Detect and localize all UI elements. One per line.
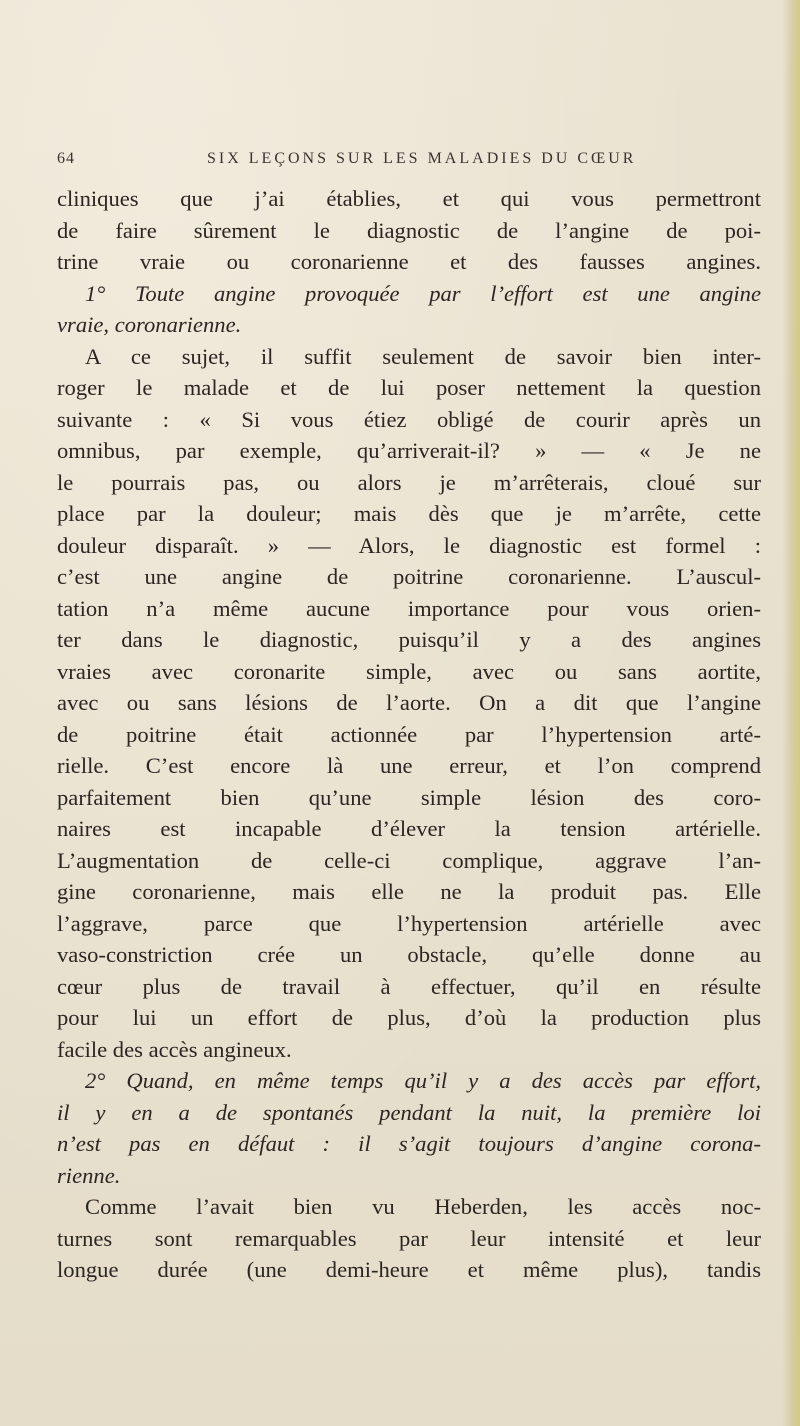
text-line: suivante : « Si vous étiez obligé de courir après un	[57, 406, 761, 432]
text-line: vraie, coronarienne.	[57, 312, 242, 337]
page-number: 64	[57, 150, 75, 167]
text-line: naires est incapable d’élever la tension artérielle.	[57, 816, 761, 841]
text-line: il y en a de spontanés pendant la nuit, la première loi	[57, 1099, 761, 1125]
text-line: de faire sûrement le diagnostic de l’angine de poi-	[57, 217, 761, 243]
text-line: n’est pas en défaut : il s’agit toujours d’angine corona-	[57, 1131, 761, 1156]
text-line: roger le malade et de lui poser nettement la question	[57, 375, 761, 400]
text-line: facile des accès angineux.	[57, 1036, 292, 1062]
text-line: tation n’a même aucune importance pour vous orien-	[57, 595, 761, 621]
text-line: cliniques que j’ai établies, et qui vous permettront	[57, 186, 761, 211]
body-text	[57, 183, 761, 1286]
text-line: omnibus, par exemple, qu’arriverait-il? » — « Je ne	[57, 438, 761, 463]
text-line: turnes sont remarquables par leur intensité et leur	[57, 1225, 761, 1251]
text-line: cœur plus de travail à effectuer, qu’il en résulte	[57, 973, 761, 999]
text-line: Comme l’avait bien vu Heberden, les accès noc-	[85, 1194, 761, 1219]
text-line: vraies avec coronarite simple, avec ou sans aortite,	[57, 658, 761, 684]
text-line: L’augmentation de celle-ci complique, aggrave l’an-	[57, 847, 761, 873]
text-line: rienne.	[57, 1162, 121, 1188]
page-edge-shadow	[782, 0, 800, 1426]
text-line: 2° Quand, en même temps qu’il y a des accès par effort,	[85, 1068, 761, 1093]
text-line: de poitrine était actionnée par l’hypertension arté-	[57, 721, 761, 747]
text-line: gine coronarienne, mais elle ne la produit pas. Elle	[57, 879, 761, 904]
text-line: place par la douleur; mais dès que je m’arrête, cette	[57, 501, 761, 526]
text-line: ter dans le diagnostic, puisqu’il y a des angines	[57, 627, 761, 652]
running-header	[57, 150, 747, 174]
text-line: trine vraie ou coronarienne et des fausses angines.	[57, 249, 761, 274]
text-line: douleur disparaît. » — Alors, le diagnostic est formel :	[57, 532, 761, 558]
text-line: longue durée (une demi-heure et même plus), tandis	[57, 1257, 761, 1282]
text-line: A ce sujet, il suffit seulement de savoir bien inter-	[85, 343, 761, 369]
text-line: le pourrais pas, ou alors je m’arrêterais, cloué sur	[57, 469, 761, 495]
text-line: rielle. C’est encore là une erreur, et l’on comprend	[57, 753, 761, 778]
text-line: 1° Toute angine provoquée par l’effort est une angine	[85, 280, 761, 306]
text-line: c’est une angine de poitrine coronarienne. L’auscul-	[57, 564, 761, 589]
text-line: avec ou sans lésions de l’aorte. On a dit que l’angine	[57, 690, 761, 715]
text-line: parfaitement bien qu’une simple lésion des coro-	[57, 784, 761, 810]
text-line: pour lui un effort de plus, d’où la production plus	[57, 1005, 761, 1030]
text-line: vaso-constriction crée un obstacle, qu’elle donne au	[57, 942, 761, 967]
running-title: SIX LEÇONS SUR LES MALADIES DU CŒUR	[207, 150, 637, 167]
text-line: l’aggrave, parce que l’hypertension artérielle avec	[57, 910, 761, 936]
